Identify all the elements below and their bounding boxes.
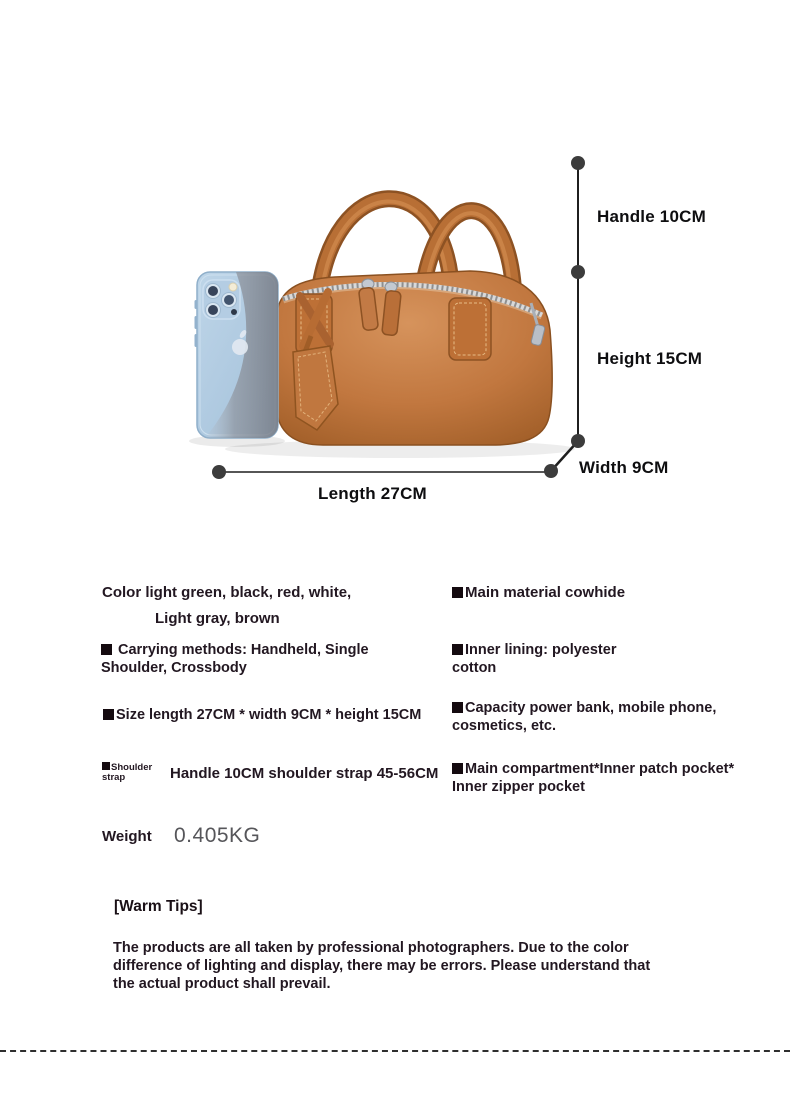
spec-compartments-line1: Main compartment*Inner patch pocket*: [465, 761, 735, 777]
spec-compartments: [452, 761, 772, 796]
spec-size-text: Size length 27CM * width 9CM * height 15CM: [116, 707, 422, 723]
phone-side-buttons: [195, 300, 198, 347]
bullet-square-icon: [101, 644, 112, 655]
handle-measurement-label: Handle 10CM: [597, 207, 706, 226]
handbag-photo: [276, 199, 552, 445]
measure-dot-handle-top: [571, 156, 585, 170]
spec-lining-text: Inner lining: polyester cotton: [452, 642, 617, 676]
measure-dot-bag-bottom: [571, 434, 585, 448]
spec-material: [452, 584, 625, 602]
bullet-square-icon: [452, 587, 463, 598]
warm-tips-line2: difference of lighting and display, there may be errors. Please understand that: [113, 958, 651, 974]
spec-capacity-text: Capacity power bank, mobile phone, cosmetics, etc.: [452, 700, 717, 734]
height-measurement-label: Height 15CM: [597, 349, 703, 368]
length-measurement-label: Length 27CM: [318, 484, 427, 503]
spec-shoulder-tag-line1: Shoulder: [111, 762, 153, 773]
spec-shoulder-strap: Handle 10CM shoulder strap 45-56CM: [170, 765, 439, 782]
weight-value: 0.405KG: [174, 824, 261, 847]
weight-label: Weight: [102, 828, 152, 845]
spec-compartments-line2: Inner zipper pocket: [452, 778, 585, 795]
bottom-dashed-divider: [0, 1050, 790, 1052]
spec-color: [102, 584, 351, 627]
warm-tips-title: [Warm Tips]: [114, 898, 203, 915]
spec-color-line1: Color light green, black, red, white,: [102, 584, 352, 601]
bullet-square-icon: [452, 702, 463, 713]
warm-tips-line3: the actual product shall prevail.: [113, 976, 331, 992]
spec-capacity: [452, 700, 752, 735]
measure-dot-length-left: [212, 465, 226, 479]
spec-shoulder-tag-line2: strap: [102, 772, 126, 783]
spec-carrying-text: Carrying methods: Handheld, Single Shoulder, Crossbody: [101, 642, 369, 676]
width-measurement-label: Width 9CM: [579, 458, 669, 477]
phone-camera-module: [203, 280, 240, 319]
spec-size: [103, 707, 421, 725]
bullet-square-icon: [452, 763, 463, 774]
spec-shoulder-tag: [102, 762, 152, 783]
measure-dot-width: [544, 464, 558, 478]
bullet-square-icon: [102, 762, 110, 770]
bullet-square-icon: [103, 709, 114, 720]
spec-carrying: [101, 642, 379, 677]
product-hero: [0, 0, 790, 520]
warm-tips-line1: The products are all taken by professional photographers. Due to the color: [113, 940, 629, 956]
warm-tips-body: [113, 939, 693, 993]
spec-color-line2: Light gray, brown: [155, 609, 280, 627]
size-comparison-phone: [195, 272, 279, 438]
bullet-square-icon: [452, 644, 463, 655]
spec-material-text: Main material cowhide: [465, 584, 626, 601]
spec-lining: [452, 642, 647, 677]
measure-dot-bag-top: [571, 265, 585, 279]
product-photo-illustration: [0, 0, 790, 520]
